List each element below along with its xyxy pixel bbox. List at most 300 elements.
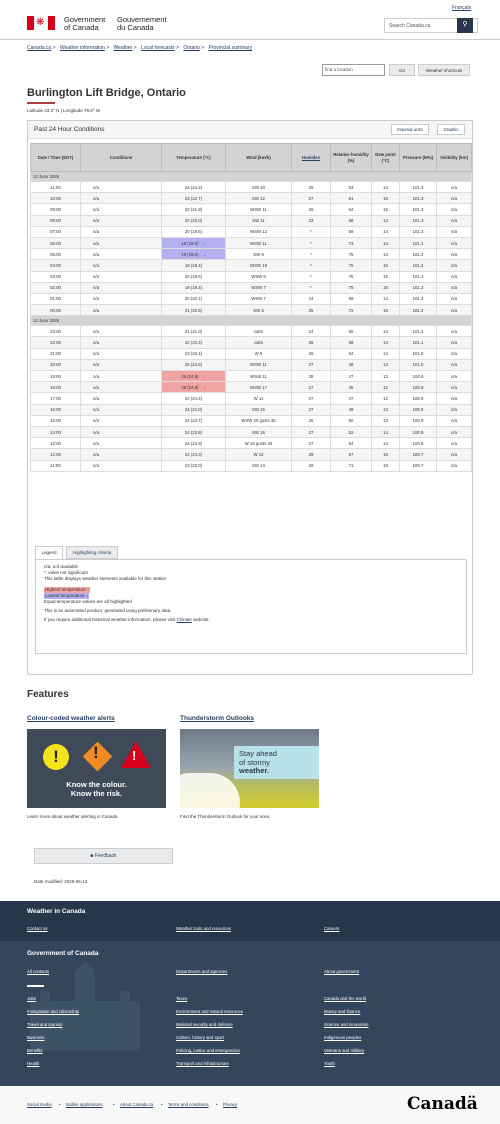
table-row <box>31 438 472 449</box>
cell-vis: n/a <box>437 337 472 348</box>
footer-link[interactable]: Science and innovation <box>324 1022 369 1027</box>
cell-temp: 21 (20.5) <box>162 305 226 316</box>
bullet-separator: • <box>113 1102 115 1107</box>
cell-dew: 15 <box>372 193 400 204</box>
cell-rh: 75 <box>331 249 372 260</box>
cell-wind: SW 5 <box>226 305 292 316</box>
cell-temp: 25 (24.5) <box>162 359 226 370</box>
footer-government <box>0 941 500 1086</box>
cell-press: 101.2 <box>400 260 437 271</box>
cell-vis: n/a <box>437 237 472 248</box>
alerts-caption: Learn more about weather alerting in Canada <box>27 814 118 819</box>
cell-wind: SW 14 <box>226 460 292 471</box>
cell-wind: WSW 11 <box>226 371 292 382</box>
cell-vis: n/a <box>437 404 472 415</box>
arrow-up-icon: ↑ <box>203 384 206 390</box>
cell-cond: n/a <box>81 271 162 282</box>
footer-link[interactable]: Contact us <box>27 926 48 931</box>
cell-dew: 15 <box>372 449 400 460</box>
cell-vis: n/a <box>437 260 472 271</box>
footer-link[interactable]: Indigenous peoples <box>324 1035 362 1040</box>
cell-time: 10:00 <box>31 193 81 204</box>
cell-time: 02:00 <box>31 282 81 293</box>
cell-vis: n/a <box>437 305 472 316</box>
cell-rh: 64 <box>331 204 372 215</box>
arrow-down-icon: ↓ <box>203 240 206 246</box>
breadcrumb-item[interactable]: Weather information <box>59 45 105 51</box>
cell-time: 14:00 <box>31 426 81 437</box>
cell-vis: n/a <box>437 449 472 460</box>
footer-link[interactable]: Immigration and citizenship <box>27 1009 80 1014</box>
cell-temp: 24 (24.3) <box>162 449 226 460</box>
breadcrumb: Canada.ca > Weather information > Weather > Local forecasts > Ontario > Provincial summary <box>27 45 253 51</box>
cell-time: 01:00 <box>31 293 81 304</box>
cell-vis: n/a <box>437 215 472 226</box>
cell-press: 100.9 <box>400 415 437 426</box>
date-modified: Date modified: 2026-06-13 <box>34 879 88 884</box>
search-icon: ⚲ <box>462 21 468 28</box>
cell-time: 11:00 <box>31 460 81 471</box>
cell-dew: 15 <box>372 305 400 316</box>
footer-weather-heading: Weather in Canada <box>27 908 86 915</box>
search-button[interactable] <box>457 18 473 33</box>
tab-highlighting-criteria[interactable]: Highlighting criteria <box>66 546 118 559</box>
footer-link[interactable]: Jobs <box>27 996 37 1001</box>
cell-rh: 49 <box>331 404 372 415</box>
cell-cond: n/a <box>81 237 162 248</box>
cell-press: 101.3 <box>400 182 437 193</box>
table-row <box>31 182 472 193</box>
features-heading: Features <box>27 689 69 700</box>
cell-dew: 13 <box>372 415 400 426</box>
cell-vis: n/a <box>437 393 472 404</box>
cell-temp: 23 (23.0) <box>162 460 226 471</box>
cell-time: 17:00 <box>31 393 81 404</box>
thunderstorm-feature-image[interactable] <box>180 729 319 808</box>
table-row <box>31 326 472 337</box>
legend-history-note: If you require additional historical weather information, please visit Climate website. <box>44 617 210 623</box>
title-underline <box>27 102 55 104</box>
cell-vis: n/a <box>437 460 472 471</box>
thunderstorm-feature-link[interactable]: Thunderstorm Outlooks <box>180 715 255 722</box>
cell-cond: n/a <box>81 226 162 237</box>
cell-press: 101.3 <box>400 226 437 237</box>
footer-link[interactable]: Taxes <box>176 996 188 1001</box>
cell-press: 101.2 <box>400 282 437 293</box>
cell-time: 21:00 <box>31 348 81 359</box>
cell-rh: 54 <box>331 438 372 449</box>
thunder-caption: Find the Thunderstorm Outlook for your area. <box>180 814 271 819</box>
footer-link[interactable]: Policing, justice and emergencies <box>176 1048 240 1053</box>
cell-cond: n/a <box>81 359 162 370</box>
cell-cond: n/a <box>81 404 162 415</box>
cell-dew: 14 <box>372 215 400 226</box>
cell-humidex: 25 <box>292 305 331 316</box>
cell-time: 15:00 <box>31 415 81 426</box>
bottom-link[interactable]: Privacy <box>223 1102 238 1107</box>
cell-humidex: 29 <box>292 460 331 471</box>
cell-temp: 20 (19.6) <box>162 226 226 237</box>
cell-temp: 22 (21.8) <box>162 204 226 215</box>
legend-equal-note: Equal temperature values are all highlighted <box>44 599 132 605</box>
warning-circle-icon: ! <box>43 744 69 770</box>
footer-link[interactable]: Health <box>27 1061 40 1066</box>
cell-rh: 71 <box>331 460 372 471</box>
cell-wind: SW 10 <box>226 182 292 193</box>
cell-wind: calm <box>226 337 292 348</box>
footer-link[interactable]: Canada and the world <box>324 996 367 1001</box>
thunder-callout: Stay ahead of stormy weather. <box>234 746 319 779</box>
alerts-feature-link[interactable]: Colour-coded weather alerts <box>27 715 115 722</box>
legend-lowest: Lowest temperature ↓ <box>45 592 89 598</box>
table-row <box>31 237 472 248</box>
table-row <box>31 404 472 415</box>
footer-link[interactable]: Veterans and military <box>324 1048 365 1053</box>
cell-dew: 14 <box>372 348 400 359</box>
footer-link[interactable]: Transport and infrastructure <box>176 1061 229 1066</box>
footer-link[interactable]: Departments and agencies <box>176 969 228 974</box>
table-row <box>31 260 472 271</box>
cell-rh: 72 <box>331 305 372 316</box>
cell-temp: 25 (24.8) ↑ <box>162 371 226 382</box>
footer-link[interactable]: National security and defence <box>176 1022 233 1027</box>
cell-time: 08:00 <box>31 215 81 226</box>
cell-humidex: 29 <box>292 449 331 460</box>
cell-temp: 24 (24.2) <box>162 182 226 193</box>
cell-cond: n/a <box>81 371 162 382</box>
cell-dew: 14 <box>372 426 400 437</box>
cell-vis: n/a <box>437 326 472 337</box>
legend-highest: Highest temperature ↑ <box>45 586 90 592</box>
gov-signature-en[interactable]: Government of Canada <box>64 15 106 32</box>
cell-dew: 13 <box>372 359 400 370</box>
footer-link[interactable]: All contacts <box>27 969 49 974</box>
cell-dew: 14 <box>372 438 400 449</box>
breadcrumb-item[interactable]: Weather <box>113 45 133 51</box>
cell-humidex: 23 <box>292 215 331 226</box>
cell-temp: 19 (19.4) <box>162 282 226 293</box>
cell-cond: n/a <box>81 426 162 437</box>
cell-cond: n/a <box>81 438 162 449</box>
table-row <box>31 249 472 260</box>
table-row <box>31 215 472 226</box>
cell-rh: 48 <box>331 359 372 370</box>
gov-signature-fr[interactable]: Gouvernement du Canada <box>117 15 167 32</box>
column-header: Conditions <box>81 144 162 172</box>
cell-press: 100.8 <box>400 438 437 449</box>
cell-rh: 76 <box>331 271 372 282</box>
cell-rh: 68 <box>331 215 372 226</box>
canada-flag-icon: ❋ <box>27 16 55 30</box>
cell-press: 101.2 <box>400 271 437 282</box>
bullet-separator: • <box>59 1102 61 1107</box>
table-row <box>31 449 472 460</box>
footer-link[interactable]: Travel and tourism <box>27 1022 63 1027</box>
cell-wind: SW 15 <box>226 426 292 437</box>
footer-link[interactable]: Youth <box>324 1061 335 1066</box>
cell-wind: WSW 10 <box>226 260 292 271</box>
cell-temp: 19 (19.4) <box>162 260 226 271</box>
language-toggle-link[interactable]: Français <box>452 5 472 11</box>
lat-lon-text: Latitude 43.3° N | Longitude 79.8° W <box>27 108 101 113</box>
cell-dew: 14 <box>372 182 400 193</box>
site-search-input[interactable]: Search Canada.ca <box>384 18 478 33</box>
cell-vis: n/a <box>437 382 472 393</box>
footer-link[interactable]: Environment and natural resources <box>176 1009 243 1014</box>
graphic-button[interactable]: Graphic <box>437 124 465 135</box>
cell-cond: n/a <box>81 326 162 337</box>
legend-line: *: value not significant <box>44 570 88 576</box>
cell-time: 05:00 <box>31 249 81 260</box>
cell-rh: 57 <box>331 449 372 460</box>
footer-link[interactable]: About government <box>324 969 360 974</box>
cell-dew: 13 <box>372 371 400 382</box>
cell-wind: WSW 7 <box>226 282 292 293</box>
column-header: Pressure (kPa) <box>400 144 437 172</box>
cell-press: 101.0 <box>400 359 437 370</box>
table-row <box>31 382 472 393</box>
cell-humidex: * <box>292 282 331 293</box>
cell-humidex: 27 <box>292 438 331 449</box>
panel-title: Past 24 Hour Conditions <box>34 126 105 133</box>
cell-vis: n/a <box>437 348 472 359</box>
cell-press: 100.9 <box>400 371 437 382</box>
legend-line: n/a: not available <box>44 564 79 569</box>
breadcrumb-item[interactable]: Provincial summary <box>208 45 253 51</box>
breadcrumb-item[interactable]: Canada.ca <box>27 45 52 51</box>
cell-cond: n/a <box>81 282 162 293</box>
footer-link[interactable]: Weather tools and resources <box>176 926 231 931</box>
cell-press: 101.2 <box>400 326 437 337</box>
cell-rh: 47 <box>331 393 372 404</box>
footer-link[interactable]: Business <box>27 1035 45 1040</box>
cell-wind: calm <box>226 326 292 337</box>
cell-humidex: 24 <box>292 293 331 304</box>
cell-dew: 14 <box>372 237 400 248</box>
cell-time: 22:00 <box>31 337 81 348</box>
cell-rh: 65 <box>331 326 372 337</box>
cell-vis: n/a <box>437 193 472 204</box>
table-row <box>31 460 472 471</box>
cell-rh: 54 <box>331 348 372 359</box>
cell-humidex: 27 <box>292 193 331 204</box>
header-divider <box>0 39 500 40</box>
cell-rh: 69 <box>331 293 372 304</box>
cell-temp: 24 (23.7) <box>162 415 226 426</box>
cell-press: 101.2 <box>400 293 437 304</box>
arrow-up-icon: ↑ <box>203 373 206 379</box>
cell-dew: 18 <box>372 460 400 471</box>
cell-vis: n/a <box>437 182 472 193</box>
feedback-button[interactable]: ■ Feedback <box>34 848 173 864</box>
bottom-link[interactable]: About Canada.ca <box>120 1102 154 1107</box>
cell-dew: 12 <box>372 382 400 393</box>
legend-content <box>35 559 467 654</box>
cell-temp: 25 (24.8) ↑ <box>162 382 226 393</box>
cell-press: 101.1 <box>400 337 437 348</box>
cell-humidex: 27 <box>292 404 331 415</box>
cell-cond: n/a <box>81 348 162 359</box>
cell-press: 100.7 <box>400 460 437 471</box>
arrow-down-icon: ↓ <box>203 251 206 257</box>
breadcrumb-item[interactable]: Ontario <box>183 45 200 51</box>
canada-wordmark: Canadä <box>407 1094 478 1114</box>
tab-legend[interactable]: Legend <box>35 546 63 559</box>
site-header <box>27 14 473 36</box>
footer-divider <box>27 985 44 987</box>
cell-cond: n/a <box>81 460 162 471</box>
cell-vis: n/a <box>437 271 472 282</box>
cell-temp: 20 (20.1) <box>162 293 226 304</box>
footer-weather <box>0 901 500 941</box>
cell-time: 06:00 <box>31 237 81 248</box>
column-header: Relative humidity (%) <box>331 144 372 172</box>
cell-cond: n/a <box>81 182 162 193</box>
cell-press: 101.2 <box>400 305 437 316</box>
climate-link[interactable]: Climate <box>176 617 192 623</box>
cell-rh: 75 <box>331 260 372 271</box>
cell-rh: 50 <box>331 415 372 426</box>
cell-vis: n/a <box>437 371 472 382</box>
table-row <box>31 293 472 304</box>
cell-time: 20:00 <box>31 359 81 370</box>
cell-humidex: 27 <box>292 359 331 370</box>
cell-wind: SW 15 <box>226 404 292 415</box>
cell-wind: WSW 12 <box>226 226 292 237</box>
cell-humidex: * <box>292 249 331 260</box>
imperial-units-button[interactable]: Imperial units <box>391 124 429 135</box>
cell-rh: 45 <box>331 382 372 393</box>
cell-cond: n/a <box>81 249 162 260</box>
table-row <box>31 305 472 316</box>
cell-cond: n/a <box>81 215 162 226</box>
past-24-hour-panel <box>27 120 473 675</box>
cell-time: 13:00 <box>31 438 81 449</box>
cell-rh: 52 <box>331 426 372 437</box>
footer-link[interactable]: Benefits <box>27 1048 43 1053</box>
table-row <box>31 271 472 282</box>
cell-wind: WSW 8 <box>226 271 292 282</box>
table-row <box>31 337 472 348</box>
cell-time: 18:00 <box>31 382 81 393</box>
cell-cond: n/a <box>81 260 162 271</box>
footer-link[interactable]: Culture, history and sport <box>176 1035 225 1040</box>
column-header[interactable]: Humidex <box>292 144 331 172</box>
cell-wind: W 15 gusts 30 <box>226 438 292 449</box>
cell-humidex: 26 <box>292 415 331 426</box>
cell-wind: SW 12 <box>226 193 292 204</box>
cell-dew: 12 <box>372 393 400 404</box>
cell-cond: n/a <box>81 204 162 215</box>
column-header: Temperature (°C) <box>162 144 226 172</box>
cell-cond: n/a <box>81 449 162 460</box>
cell-vis: n/a <box>437 415 472 426</box>
cell-press: 101.3 <box>400 193 437 204</box>
cell-wind: WSW 7 <box>226 293 292 304</box>
cell-vis: n/a <box>437 249 472 260</box>
table-row <box>31 226 472 237</box>
cell-time: 07:00 <box>31 226 81 237</box>
bullet-separator: • <box>216 1102 218 1107</box>
cell-temp: 24 (23.9) <box>162 438 226 449</box>
cell-wind: WSW 11 <box>226 237 292 248</box>
cell-temp: 20 (20.0) <box>162 215 226 226</box>
footer-gov-heading: Government of Canada <box>27 950 99 957</box>
cell-time: 23:00 <box>31 326 81 337</box>
cell-time: 11:00 <box>31 182 81 193</box>
bottom-link[interactable]: Social media <box>27 1102 52 1107</box>
cell-wind: WSW 11 <box>226 359 292 370</box>
cell-vis: n/a <box>437 359 472 370</box>
cell-wind: WSW 17 <box>226 382 292 393</box>
table-row <box>31 415 472 426</box>
cell-cond: n/a <box>81 193 162 204</box>
cell-cond: n/a <box>81 293 162 304</box>
cell-dew: 15 <box>372 271 400 282</box>
date-group-header: 13 June 2026 <box>31 172 472 182</box>
bottom-link[interactable]: Terms and conditions <box>168 1102 209 1107</box>
cell-vis: n/a <box>437 293 472 304</box>
cell-time: 16:00 <box>31 404 81 415</box>
bottom-link[interactable]: Mobile applications <box>66 1102 103 1107</box>
chat-icon: ■ <box>90 853 94 859</box>
cell-temp: 20 (19.6) <box>162 271 226 282</box>
cell-time: 19:00 <box>31 371 81 382</box>
cell-press: 101.3 <box>400 204 437 215</box>
cell-time: 00:00 <box>31 305 81 316</box>
date-group-header: 12 June 2026 <box>31 316 472 326</box>
cell-dew: 14 <box>372 293 400 304</box>
table-row <box>31 282 472 293</box>
cell-dew: 14 <box>372 326 400 337</box>
alerts-feature-image[interactable]: ! ! ! Know the colour. Know the risk. <box>27 729 166 808</box>
legend-line: This table displays weather elements available for this station <box>44 576 167 582</box>
cell-humidex: 26 <box>292 337 331 348</box>
cell-wind: WSW 20 gusts 35 <box>226 415 292 426</box>
cell-humidex: 28 <box>292 182 331 193</box>
legend-auto-note: This is an automated product, generated using preliminary data. <box>44 608 172 614</box>
location-search-input[interactable]: find a location <box>322 64 385 76</box>
cell-press: 100.9 <box>400 393 437 404</box>
cell-temp: 19 (19.0) ↓ <box>162 237 226 248</box>
table-row <box>31 371 472 382</box>
cell-temp: 23 (22.7) <box>162 193 226 204</box>
table-row <box>31 204 472 215</box>
cell-humidex: 28 <box>292 371 331 382</box>
column-header: Dew point (°C) <box>372 144 400 172</box>
weather-shortcuts-button[interactable]: Weather shortcuts <box>418 64 470 76</box>
cell-wind: WSW 11 <box>226 204 292 215</box>
cell-vis: n/a <box>437 204 472 215</box>
cell-cond: n/a <box>81 382 162 393</box>
cell-rh: 69 <box>331 226 372 237</box>
cell-temp: 19 (19.0) ↓ <box>162 249 226 260</box>
cell-vis: n/a <box>437 438 472 449</box>
footer-link[interactable]: Careers <box>324 926 340 931</box>
cell-rh: 75 <box>331 282 372 293</box>
footer-link[interactable]: Money and finance <box>324 1009 361 1014</box>
breadcrumb-item[interactable]: Local forecasts <box>141 45 175 51</box>
cell-temp: 21 (21.0) <box>162 326 226 337</box>
cell-humidex: 27 <box>292 426 331 437</box>
go-button[interactable]: Go <box>389 64 415 76</box>
cell-rh: 47 <box>331 371 372 382</box>
cell-vis: n/a <box>437 426 472 437</box>
cell-time: 12:00 <box>31 449 81 460</box>
cell-humidex: * <box>292 237 331 248</box>
cell-press: 101.3 <box>400 215 437 226</box>
cell-wind: SW 9 <box>226 249 292 260</box>
